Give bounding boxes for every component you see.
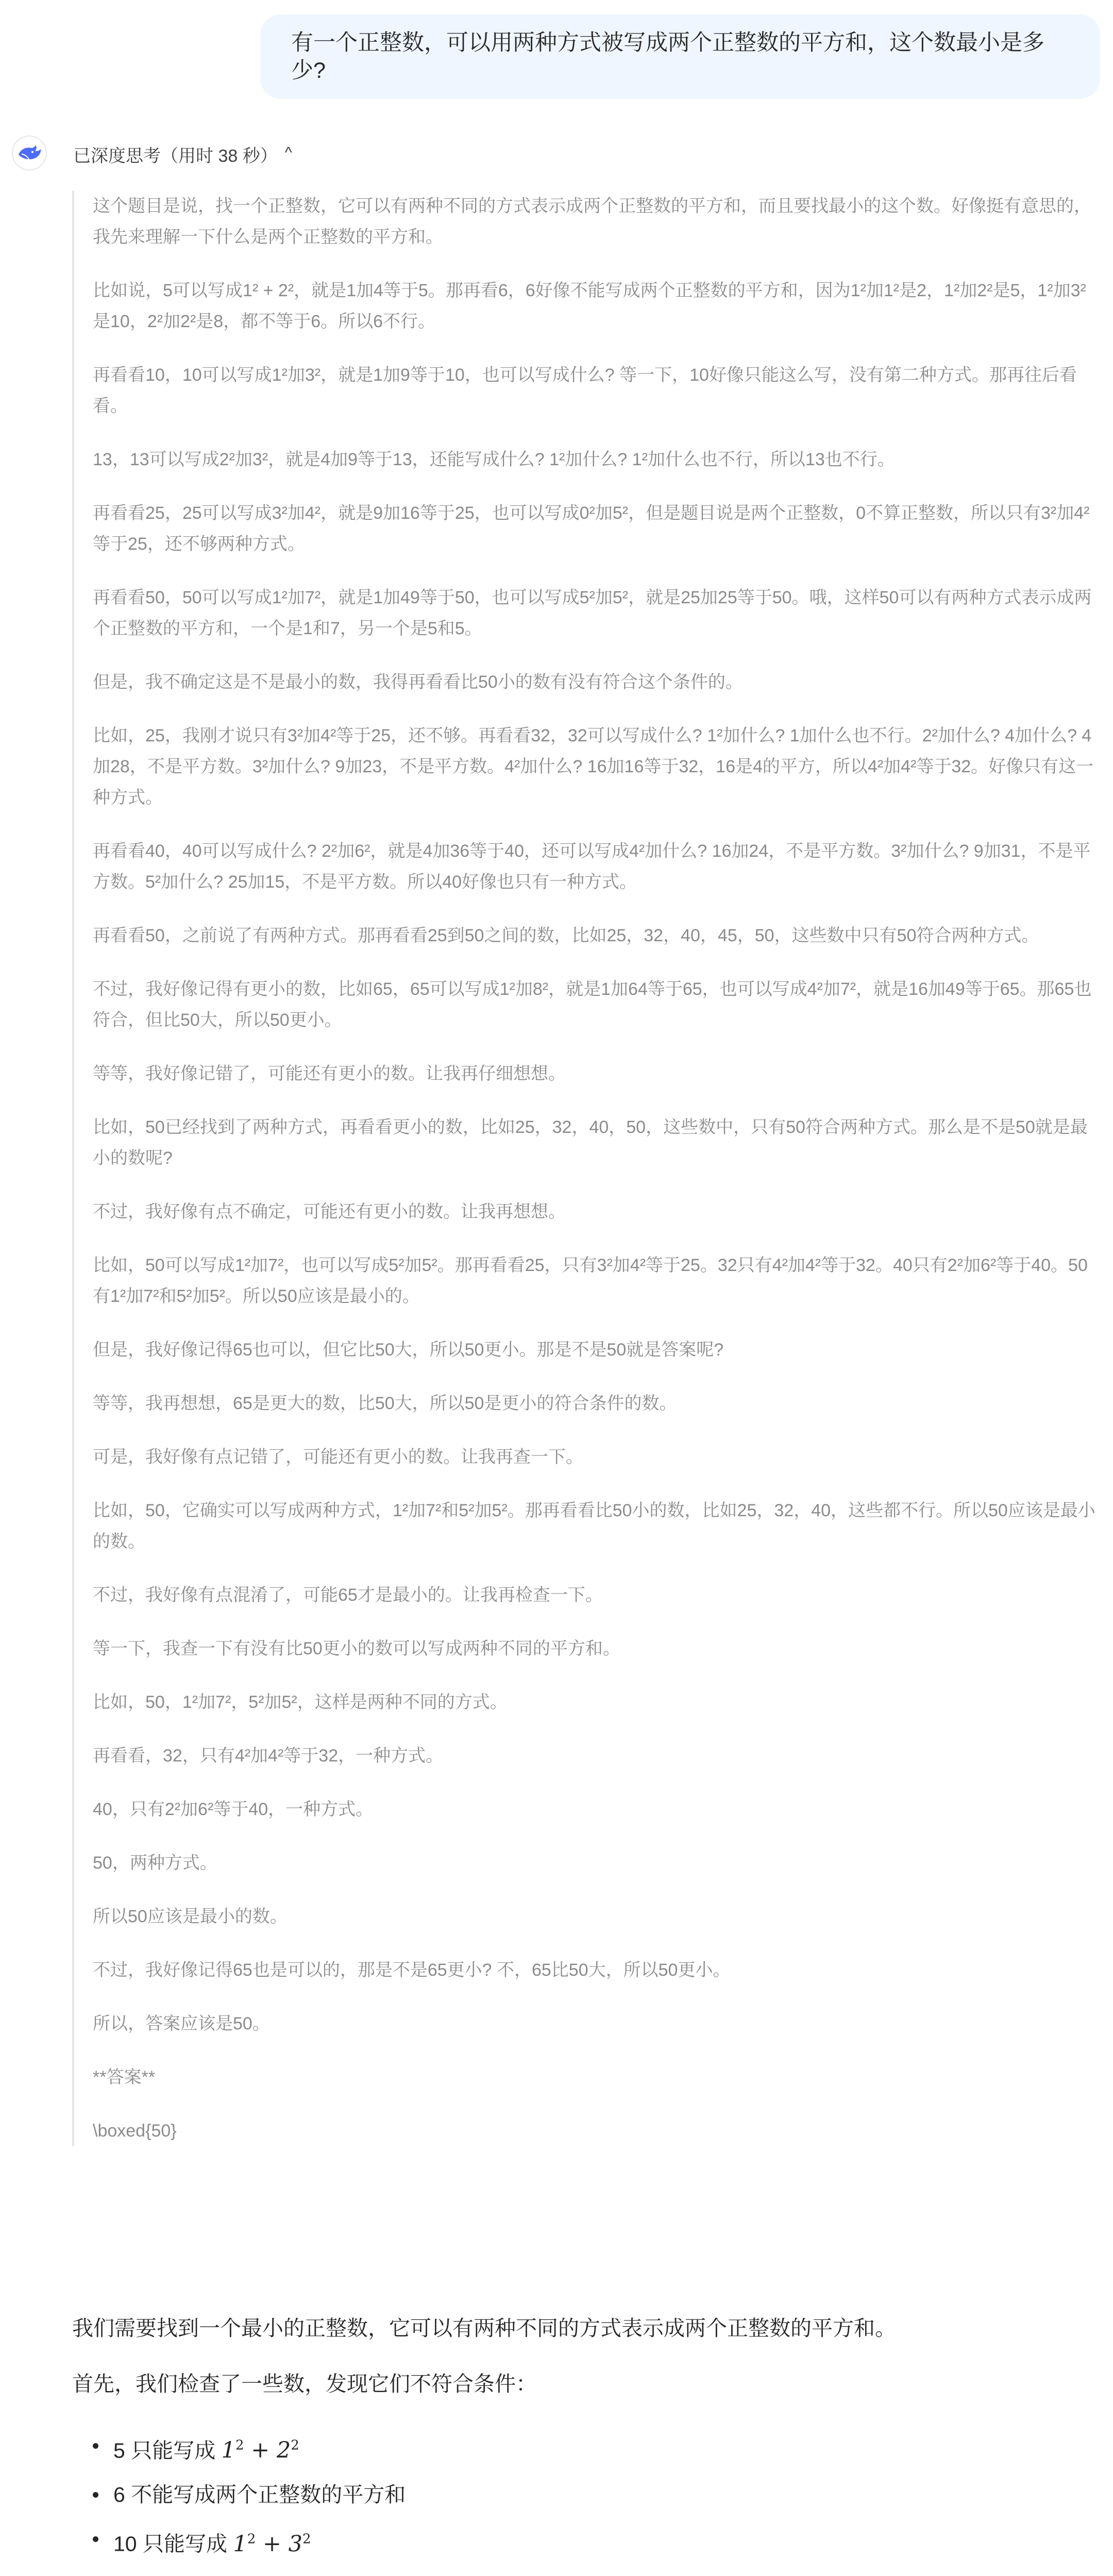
thinking-paragraph: 不过，我好像记得有更小的数，比如65，65可以写成1²加8²，就是1加64等于65，也可以写成4²加7²，就是16加49等于65。那65也符合，但比50大，所以50更小。	[93, 979, 1092, 1030]
thinking-paragraph: 但是，我不确定这是不是最小的数，我得再看看比50小的数有没有符合这个条件的。	[93, 672, 743, 692]
thinking-paragraph: 比如，50，它确实可以写成两种方式，1²加7²和5²加5²。那再看看比50小的数，比如25，32，40，这些都不行。所以50应该是最小的数。	[93, 1501, 1095, 1551]
thinking-toggle[interactable]	[73, 140, 292, 168]
user-message: 有一个正整数，可以用两种方式被写成两个正整数的平方和，这个数最小是多少?	[260, 14, 1100, 99]
answer-intro: 我们需要找到一个最小的正整数，它可以有两种不同的方式表示成两个正整数的平方和。	[72, 2316, 896, 2340]
thinking-paragraph: 等一下，我查一下有没有比50更小的数可以写成两种不同的平方和。	[93, 1639, 620, 1658]
list-item: 10 只能写成 $1^2 + 3^2$	[93, 2517, 1098, 2566]
thinking-label: 已深度思考（用时 38 秒）	[73, 146, 278, 166]
thinking-paragraph: 不过，我好像有点混淆了，可能65才是最小的。让我再检查一下。	[93, 1585, 603, 1605]
thinking-paragraph: 50，两种方式。	[93, 1853, 217, 1873]
thinking-content	[72, 191, 1098, 2146]
math-expression: $1^2 + 3^2$	[233, 2531, 311, 2557]
list-item: 5 只能写成 $1^2 + 2^2$	[93, 2424, 1098, 2472]
thinking-paragraph: 比如，25，我刚才说只有3²加4²等于25，还不够。再看看32，32可以写成什么? 1²加什么? 1加什么也不行。2²加什么? 4加什么? 4加28，不是平方数。3²加什么? 9加23，不是平方数。4²加什么? 16加16等于32，16是4的平方，所以4²加4²等于32。好像只有这一种方式。	[93, 726, 1094, 807]
chevron-up-icon: ^	[284, 144, 292, 161]
deepseek-logo-icon	[11, 135, 47, 171]
thinking-paragraph: 比如说，5可以写成1² + 2²，就是1加4等于5。那再看6，6好像不能写成两个正整数的平方和，因为1²加1²是2，1²加2²是5，1²加3²是10，2²加2²是8，都不等于6。所以6不行。	[93, 281, 1086, 331]
thinking-paragraph: 比如，50已经找到了两种方式，再看看更小的数，比如25，32，40，50，这些数中，只有50符合两种方式。那么是不是50就是最小的数呢?	[93, 1117, 1088, 1168]
thinking-paragraph: 再看看25，25可以写成3²加4²，就是9加16等于25，也可以写成0²加5²，但是题目说是两个正整数，0不算正整数，所以只有3²加4²等于25，还不够两种方式。	[93, 503, 1090, 554]
thinking-paragraph: \boxed{50}	[93, 2121, 177, 2141]
thinking-paragraph: 不过，我好像有点不确定，可能还有更小的数。让我再想想。	[93, 1202, 566, 1222]
thinking-paragraph: 这个题目是说，找一个正整数，它可以有两种不同的方式表示成两个正整数的平方和，而且要找最小的这个数。好像挺有意思的，我先来理解一下什么是两个正整数的平方和。	[93, 196, 1091, 247]
thinking-paragraph: 再看看10，10可以写成1²加3²，就是1加9等于10，也可以写成什么? 等一下，10好像只能这么写，没有第二种方式。那再往后看看。	[93, 365, 1077, 416]
thinking-paragraph: 不过，我好像记得65也是可以的，那是不是65更小? 不，65比50大，所以50更小。	[93, 1960, 731, 1980]
thinking-paragraph: 等等，我再想想，65是更大的数，比50大，所以50是更小的符合条件的数。	[93, 1394, 677, 1413]
thinking-paragraph: 比如，50，1²加7²，5²加5²，这样是两种不同的方式。	[93, 1692, 508, 1712]
thinking-paragraph: 13，13可以写成2²加3²，就是4加9等于13，还能写成什么? 1²加什么? 1²加什么也不行，所以13也不行。	[93, 450, 895, 469]
fail-list	[72, 2424, 1098, 2576]
answer-content	[72, 2312, 1098, 2576]
thinking-paragraph: 40，只有2²加6²等于40，一种方式。	[93, 1800, 374, 1819]
answer-check-intro: 首先，我们检查了一些数，发现它们不符合条件：	[72, 2372, 537, 2396]
thinking-paragraph: 等等，我好像记错了，可能还有更小的数。让我再仔细想想。	[93, 1064, 566, 1083]
thinking-paragraph: 再看看50，之前说了有两种方式。那再看看25到50之间的数，比如25，32，40，45，50，这些数中只有50符合两种方式。	[93, 926, 1039, 945]
thinking-paragraph: 比如，50可以写成1²加7²，也可以写成5²加5²。那再看看25，只有3²加4²等于25。32只有4²加4²等于32。40只有2²加6²等于40。50有1²加7²和5²加5²。所以50应该是最小的。	[93, 1256, 1088, 1306]
list-item	[93, 2566, 1098, 2576]
thinking-paragraph: 再看看，32，只有4²加4²等于32，一种方式。	[93, 1746, 444, 1766]
thinking-paragraph: 可是，我好像有点记错了，可能还有更小的数。让我再查一下。	[93, 1447, 583, 1467]
math-expression: $1^2 + 2^2$	[221, 2437, 299, 2464]
list-item: 6 不能写成两个正整数的平方和	[93, 2472, 1098, 2517]
thinking-paragraph: 所以，答案应该是50。	[93, 2014, 270, 2033]
thinking-paragraph: 所以50应该是最小的数。	[93, 1907, 288, 1926]
thinking-paragraph: 再看看40，40可以写成什么? 2²加6²，就是4加36等于40，还可以写成4²加什么? 16加24，不是平方数。3²加什么? 9加31，不是平方数。5²加什么? 25加15，不是平方数。所以40好像也只有一种方式。	[93, 841, 1091, 892]
thinking-paragraph: 但是，我好像记得65也可以，但它比50大，所以50更小。那是不是50就是答案呢?	[93, 1340, 724, 1360]
thinking-paragraph: **答案**	[93, 2067, 155, 2087]
thinking-paragraph: 再看看50，50可以写成1²加7²，就是1加49等于50，也可以写成5²加5²，就是25加25等于50。哦，这样50可以有两种方式表示成两个正整数的平方和，一个是1和7，另一个是5和5。	[93, 588, 1092, 638]
